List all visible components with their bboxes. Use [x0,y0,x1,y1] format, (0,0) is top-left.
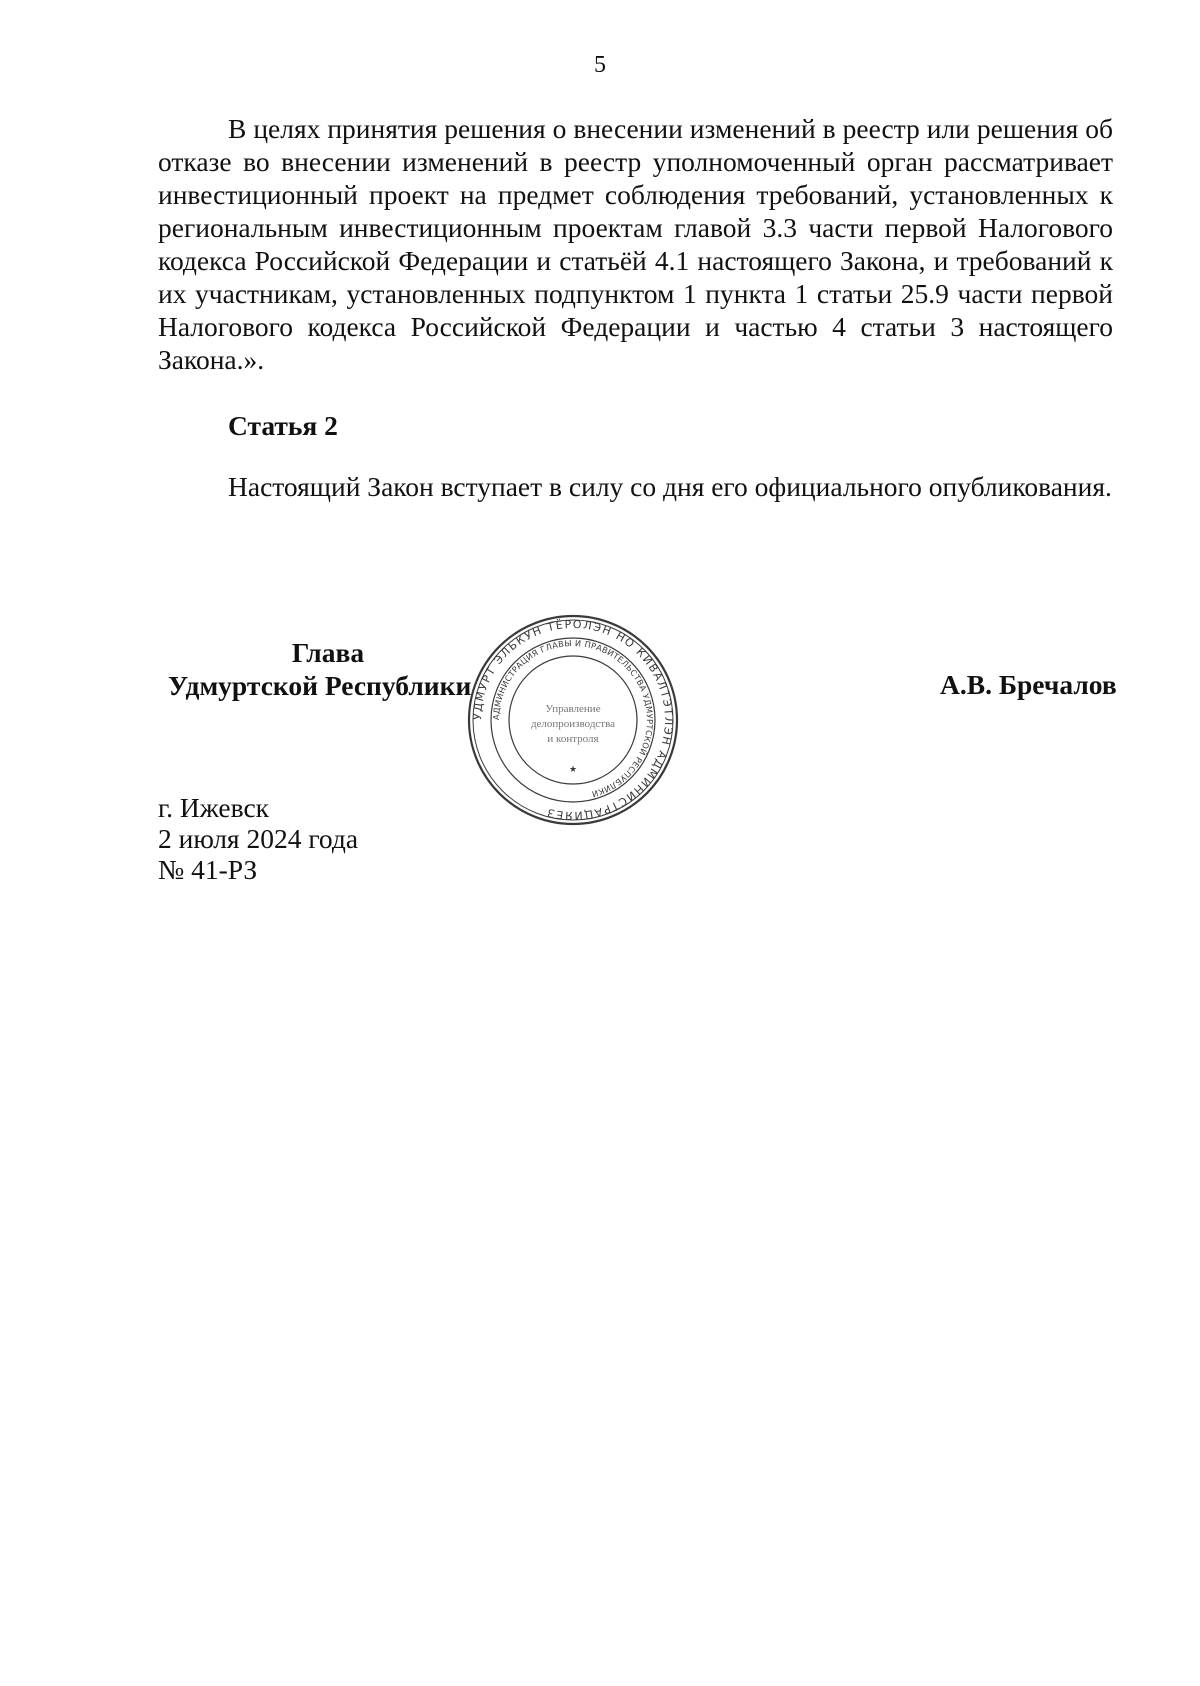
signature-title-line1: Глава [291,637,365,668]
issuance-block [158,792,358,885]
signature-title-line2: Удмуртской Республики [168,670,472,701]
official-seal [465,612,681,828]
seal-star-icon: ★ [568,765,578,775]
article-heading: Статья 2 [228,410,338,441]
signatory-name: А.В. Бречалов [940,669,1117,700]
page-number: 5 [594,52,606,78]
seal-graphic [465,612,681,828]
seal-center-line2: делопроизводства [530,718,616,730]
seal-inner-text: АДМИНИСТРАЦИЯ ГЛАВЫ И ПРАВИТЕЛЬСТВА УДМУРТСКОЙ РЕСПУБЛИКИ [490,637,656,800]
issuance-date: 2 июля 2024 года [158,823,359,854]
seal-center-line3: и контроля [547,733,599,745]
law-number: № 41-РЗ [158,854,258,885]
issuance-city: г. Ижевск [158,792,270,823]
paragraph-entry-into-force: Настоящий Закон вступает в силу со дня его официального опубликования. [228,471,1112,502]
seal-outer-text: УДМУРТ ЭЛЬКУН ТЁРОЛЭН НО КИВАЛТЭТЛЭН АДМИНИСТРАЦИЯЕЗ [470,617,676,823]
paragraph-registry-decision: В целях принятия решения о внесении изменений в реестр или решения об отказе во внесении изменений в реестр уполномоченный орган рассматривает инвестиционный проект на предмет соблюдения требований, установленных к региональным инвестиционным проектам главой 3.3 части первой Налогового кодекса Российской Федерации и статьёй 4.1 настоящего Закона, и требований к их участникам, установленных подпунктом 1 пункта 1 статьи 25.9 части первой Налогового кодекса Российской Федерации и частью 4 статьи 3 настоящего Закона.». [158,113,1113,375]
seal-center-line1: Управление [545,703,601,715]
